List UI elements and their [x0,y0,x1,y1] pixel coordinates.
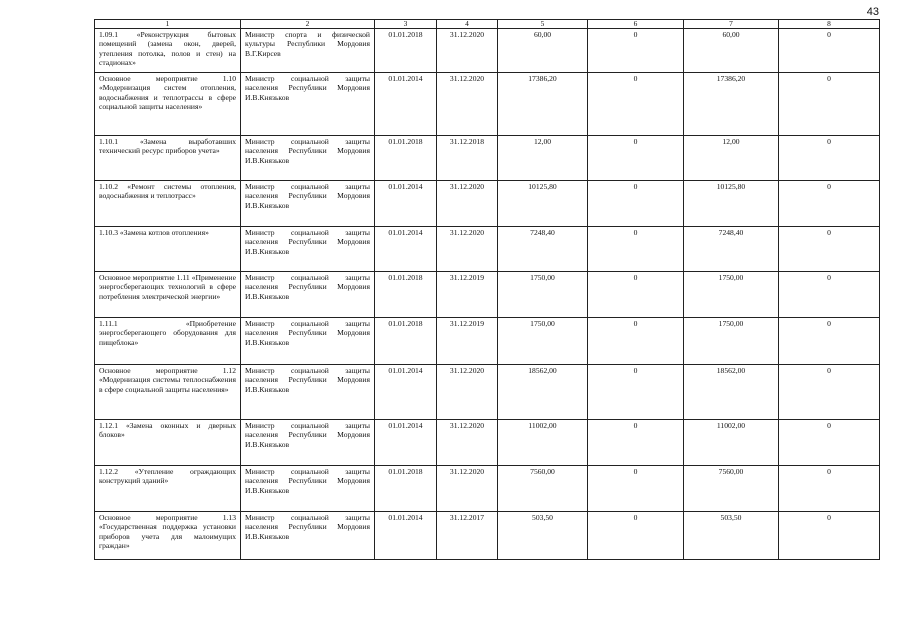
column-number: 1 [95,20,241,29]
executor: Министр социальной защиты населения Республики Мордовия И.В.Князьков [241,420,375,466]
end-date: 31.12.2020 [437,466,498,512]
end-date: 31.12.2020 [437,365,498,420]
column-number: 8 [779,20,880,29]
column-8-value: 0 [779,227,880,272]
executor: Министр социальной защиты населения Республики Мордовия И.В.Князьков [241,512,375,560]
column-7-value: 7560,00 [684,466,779,512]
column-7-value: 60,00 [684,29,779,73]
total-amount: 503,50 [498,512,588,560]
column-8-value: 0 [779,512,880,560]
total-amount: 7560,00 [498,466,588,512]
table-row [95,29,880,73]
start-date: 01.01.2014 [375,420,437,466]
column-8-value: 0 [779,73,880,136]
table-row [95,181,880,227]
column-8-value: 0 [779,365,880,420]
end-date: 31.12.2019 [437,272,498,318]
column-6-value: 0 [588,365,684,420]
table-row [95,365,880,420]
total-amount: 60,00 [498,29,588,73]
start-date: 01.01.2014 [375,73,437,136]
start-date: 01.01.2014 [375,512,437,560]
column-7-value: 1750,00 [684,318,779,365]
measure-name: 1.12.2 «Утепление ограждающих конструкций зданий» [95,466,241,512]
total-amount: 12,00 [498,136,588,181]
column-8-value: 0 [779,136,880,181]
end-date: 31.12.2020 [437,29,498,73]
executor: Министр социальной защиты населения Республики Мордовия И.В.Князьков [241,365,375,420]
column-8-value: 0 [779,272,880,318]
total-amount: 11002,00 [498,420,588,466]
column-8-value: 0 [779,181,880,227]
end-date: 31.12.2020 [437,420,498,466]
total-amount: 7248,40 [498,227,588,272]
executor: Министр спорта и физической культуры Республики Мордовия В.Г.Кирсев [241,29,375,73]
column-8-value: 0 [779,318,880,365]
executor: Министр социальной защиты населения Республики Мордовия И.В.Князьков [241,227,375,272]
total-amount: 10125,80 [498,181,588,227]
column-7-value: 17386,20 [684,73,779,136]
column-6-value: 0 [588,73,684,136]
start-date: 01.01.2018 [375,136,437,181]
column-7-value: 10125,80 [684,181,779,227]
end-date: 31.12.2017 [437,512,498,560]
end-date: 31.12.2020 [437,73,498,136]
column-7-value: 7248,40 [684,227,779,272]
end-date: 31.12.2020 [437,227,498,272]
end-date: 31.12.2019 [437,318,498,365]
start-date: 01.01.2018 [375,466,437,512]
page-number: 43 [866,6,879,18]
column-number: 5 [498,20,588,29]
column-7-value: 1750,00 [684,272,779,318]
table-row [95,73,880,136]
column-6-value: 0 [588,420,684,466]
start-date: 01.01.2014 [375,227,437,272]
column-6-value: 0 [588,318,684,365]
measure-name: Основное мероприятие 1.10 «Модернизация систем отопления, водоснабжения и теплотрассы в сфере социальной защиты населения» [95,73,241,136]
end-date: 31.12.2018 [437,136,498,181]
start-date: 01.01.2018 [375,29,437,73]
column-6-value: 0 [588,227,684,272]
column-7-value: 18562,00 [684,365,779,420]
column-6-value: 0 [588,512,684,560]
measure-name: 1.10.2 «Ремонт системы отопления, водоснабжения и теплотрасс» [95,181,241,227]
column-6-value: 0 [588,272,684,318]
column-6-value: 0 [588,29,684,73]
column-7-value: 12,00 [684,136,779,181]
executor: Министр социальной защиты населения Республики Мордовия И.В.Князьков [241,466,375,512]
measure-name: Основное мероприятие 1.11 «Применение энергосберегающих технологий в сфере потребления электрической энергии» [95,272,241,318]
column-number: 7 [684,20,779,29]
start-date: 01.01.2014 [375,365,437,420]
column-number: 6 [588,20,684,29]
measure-name: 1.10.3 «Замена котлов отопления» [95,227,241,272]
table-row [95,512,880,560]
total-amount: 17386,20 [498,73,588,136]
column-6-value: 0 [588,466,684,512]
column-8-value: 0 [779,466,880,512]
column-6-value: 0 [588,136,684,181]
table-row [95,227,880,272]
column-number: 4 [437,20,498,29]
table-row [95,272,880,318]
executor: Министр социальной защиты населения Республики Мордовия И.В.Князьков [241,318,375,365]
column-8-value: 0 [779,420,880,466]
program-table [94,19,880,560]
measure-name: Основное мероприятие 1.13 «Государственная поддержка установки приборов учета для малоимущих граждан» [95,512,241,560]
table-row [95,466,880,512]
table-row [95,136,880,181]
start-date: 01.01.2018 [375,318,437,365]
measure-name: Основное мероприятие 1.12 «Модернизация системы теплоснабжения в сфере социальной защиты населения» [95,365,241,420]
start-date: 01.01.2018 [375,272,437,318]
total-amount: 1750,00 [498,272,588,318]
executor: Министр социальной защиты населения Республики Мордовия И.В.Князьков [241,272,375,318]
executor: Министр социальной защиты населения Республики Мордовия И.В.Князьков [241,73,375,136]
column-number-row [95,20,880,29]
total-amount: 18562,00 [498,365,588,420]
measure-name: 1.11.1 «Приобретение энергосберегающего оборудования для пищеблока» [95,318,241,365]
measure-name: 1.10.1 «Замена выработавших технический ресурс приборов учета» [95,136,241,181]
table-row [95,318,880,365]
executor: Министр социальной защиты населения Республики Мордовия И.В.Князьков [241,136,375,181]
measure-name: 1.12.1 «Замена оконных и дверных блоков» [95,420,241,466]
measure-name: 1.09.1 «Реконструкция бытовых помещений (замена окон, дверей, утепления потолка, полов и стен) на стадионах» [95,29,241,73]
total-amount: 1750,00 [498,318,588,365]
column-7-value: 11002,00 [684,420,779,466]
column-6-value: 0 [588,181,684,227]
column-number: 2 [241,20,375,29]
column-number: 3 [375,20,437,29]
column-7-value: 503,50 [684,512,779,560]
end-date: 31.12.2020 [437,181,498,227]
start-date: 01.01.2014 [375,181,437,227]
column-8-value: 0 [779,29,880,73]
table-row [95,420,880,466]
executor: Министр социальной защиты населения Республики Мордовия И.В.Князьков [241,181,375,227]
